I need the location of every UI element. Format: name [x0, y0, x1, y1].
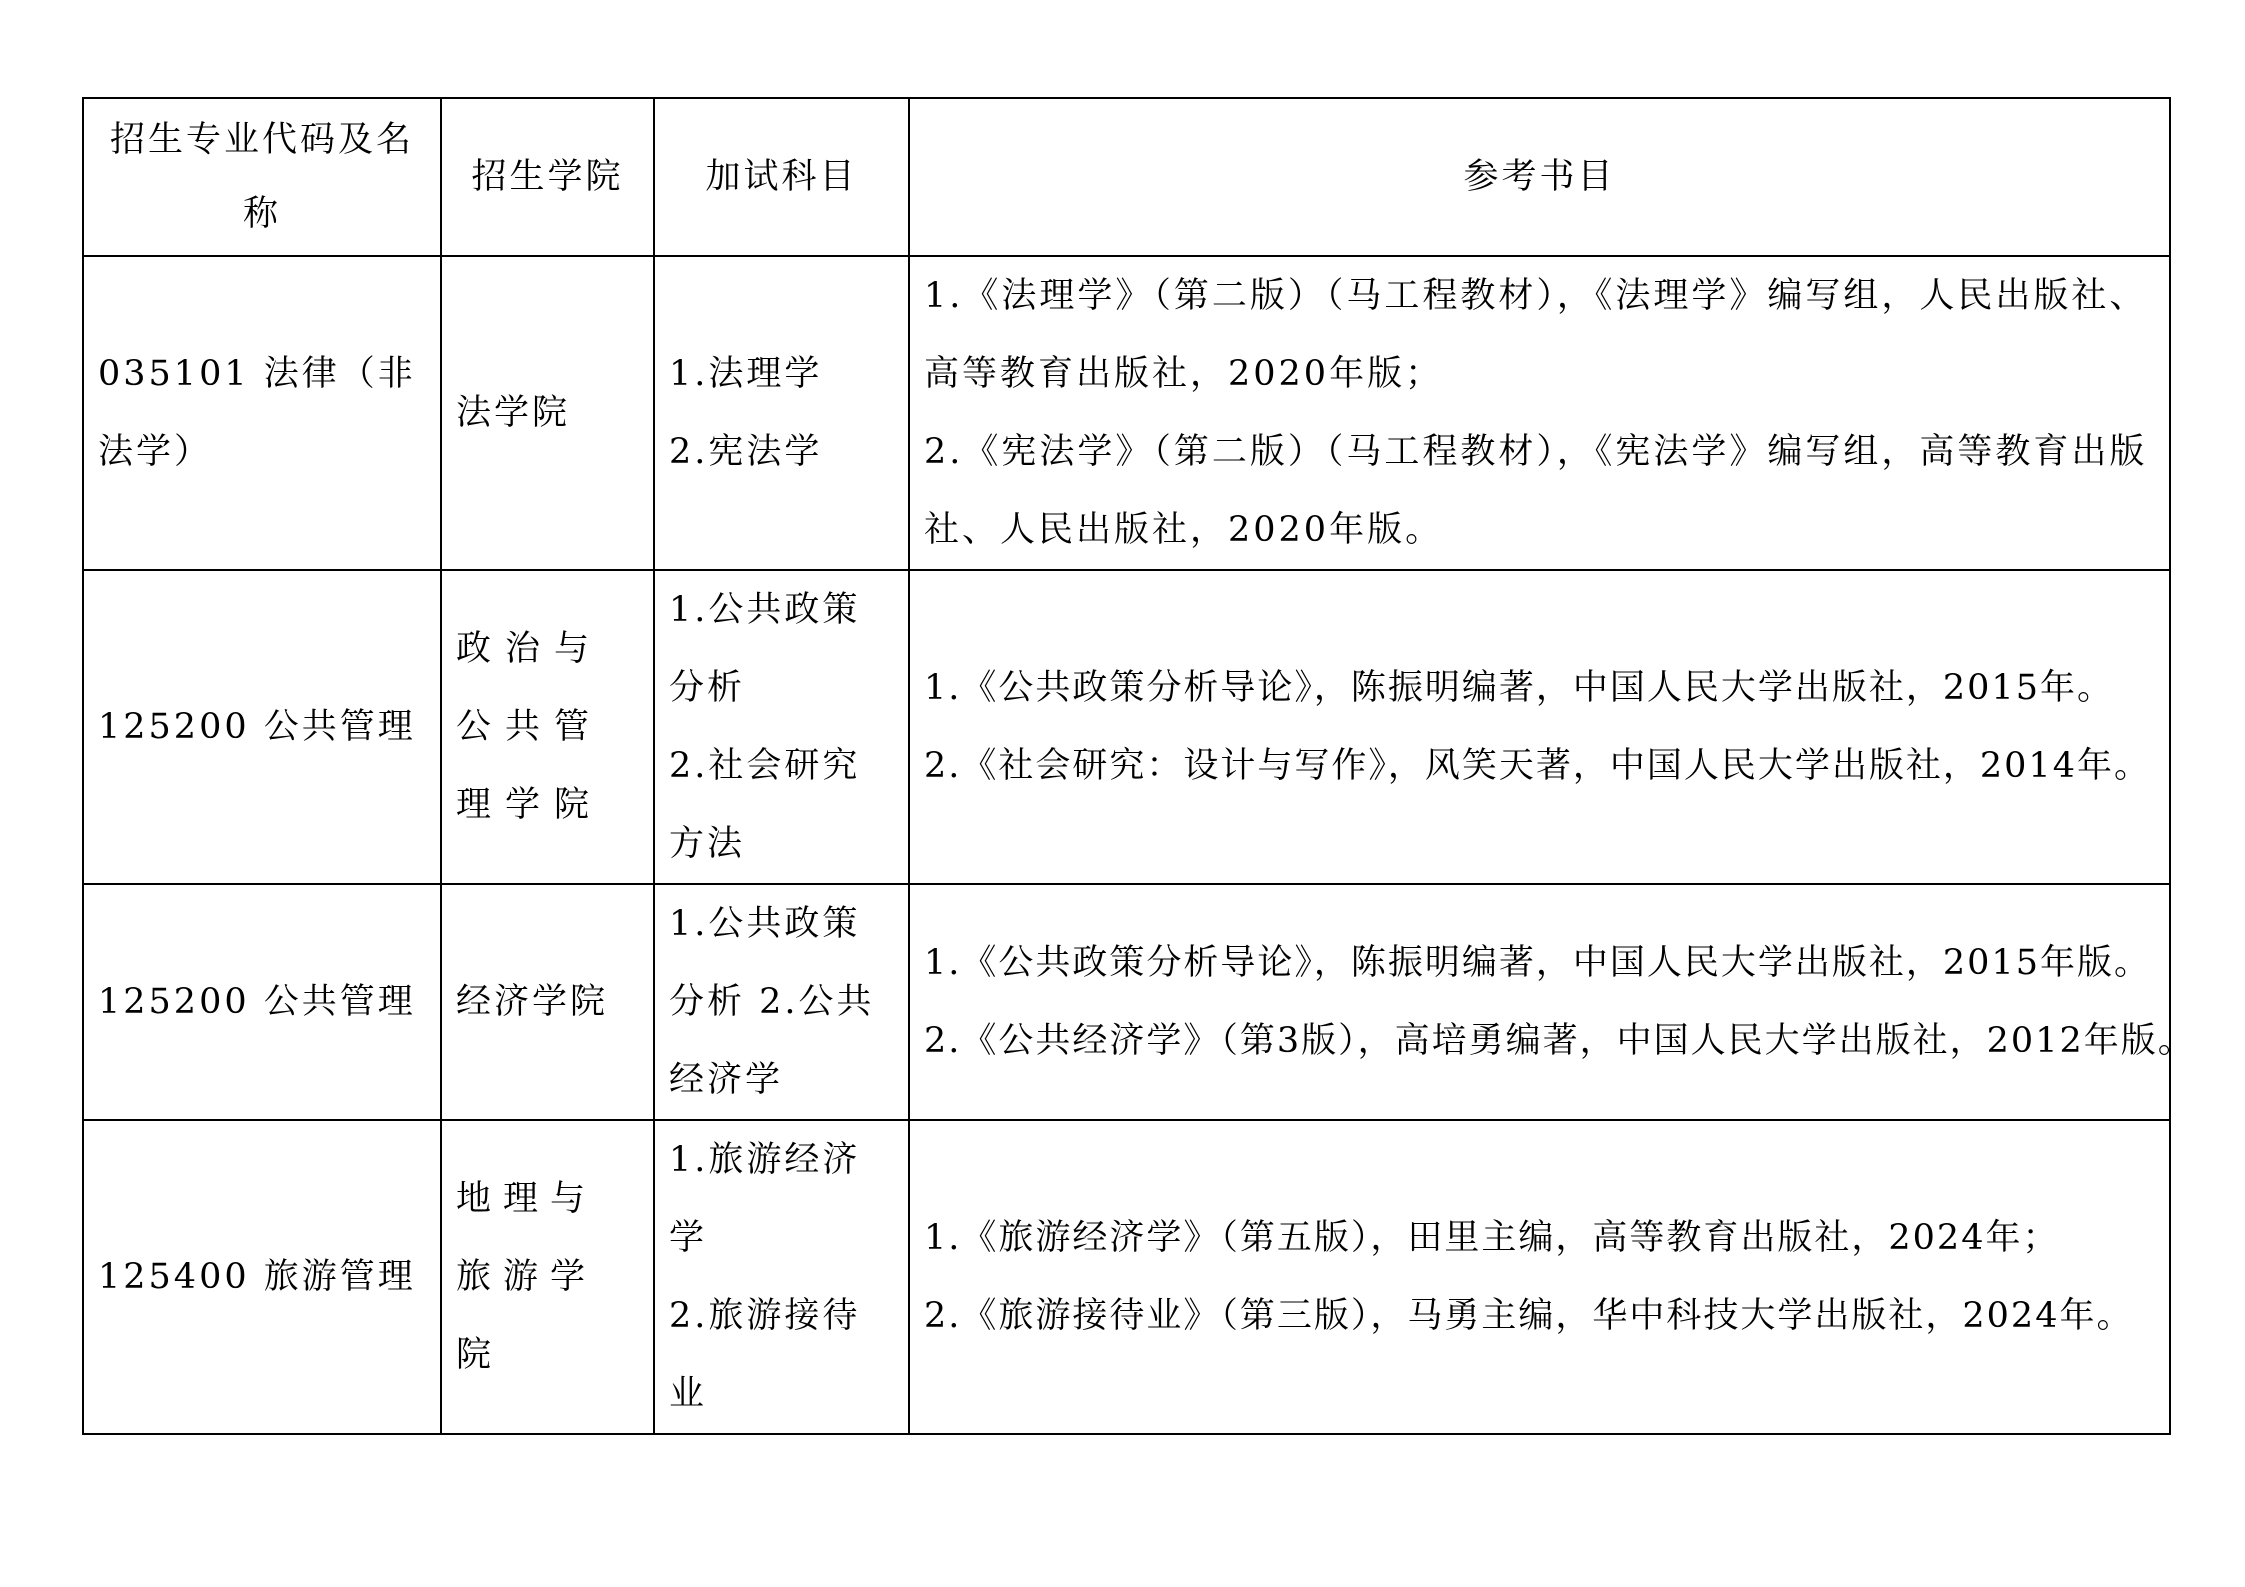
college-cell: 法学院: [441, 256, 654, 570]
subjects-cell: [654, 256, 909, 570]
subject-item: 1.法理学: [669, 354, 823, 394]
table-header-row: [83, 98, 2170, 256]
book-item: 2.《公共经济学》（第3版），高培勇编著，中国人民大学出版社，2012年版。: [924, 1021, 2195, 1061]
book-item: 2.《宪法学》（第二版）（马工程教材），《宪法学》编写组，高等教育出版社、人民出版社，2020年版。: [924, 432, 2148, 550]
books-cell: [909, 570, 2170, 884]
reference-books-table: [82, 97, 2195, 1435]
table-row: [83, 570, 2170, 884]
books-cell: [909, 256, 2170, 570]
table-row: [83, 1120, 2170, 1434]
book-item: 2.《社会研究：设计与写作》，风笑天著，中国人民大学出版社，2014年。: [924, 746, 2151, 786]
subject-item: 1.旅游经济学: [669, 1140, 861, 1258]
major-cell: 035101 法律（非法学）: [83, 256, 441, 570]
subject-item: 1.公共政策分析 2.公共经济学: [669, 904, 875, 1100]
table-row: [83, 256, 2170, 570]
header-books: 参考书目: [909, 98, 2170, 256]
major-cell: 125200 公共管理: [83, 884, 441, 1120]
header-subjects: 加试科目: [654, 98, 909, 256]
college-cell: 经济学院: [441, 884, 654, 1120]
subject-item: 2.宪法学: [669, 432, 823, 472]
book-item: 1.《旅游经济学》（第五版），田里主编，高等教育出版社，2024年；: [924, 1218, 2060, 1258]
book-item: 1.《公共政策分析导论》，陈振明编著，中国人民大学出版社，2015年版。: [924, 943, 2151, 983]
major-cell: 125200 公共管理: [83, 570, 441, 884]
college-cell: 政治与公共管理学院: [441, 570, 654, 884]
book-item: 1.《公共政策分析导论》，陈振明编著，中国人民大学出版社，2015年。: [924, 668, 2114, 708]
college-cell: 地理与旅游学院: [441, 1120, 654, 1434]
books-cell: [909, 884, 2195, 1120]
major-cell: 125400 旅游管理: [83, 1120, 441, 1434]
subjects-cell: [654, 570, 909, 884]
book-item: 1.《法理学》（第二版）（马工程教材），《法理学》编写组，人民出版社、高等教育出版社，2020年版；: [924, 276, 2148, 394]
subject-item: 2.旅游接待业: [669, 1296, 861, 1414]
header-major: 招生专业代码及名称: [83, 98, 441, 256]
subjects-cell: [654, 884, 909, 1120]
books-cell: [909, 1120, 2170, 1434]
table-row: [83, 884, 2170, 1120]
subject-item: 2.社会研究方法: [669, 746, 861, 864]
subjects-cell: [654, 1120, 909, 1434]
header-college: 招生学院: [441, 98, 654, 256]
subject-item: 1.公共政策分析: [669, 590, 861, 708]
book-item: 2.《旅游接待业》（第三版），马勇主编，华中科技大学出版社，2024年。: [924, 1296, 2134, 1336]
